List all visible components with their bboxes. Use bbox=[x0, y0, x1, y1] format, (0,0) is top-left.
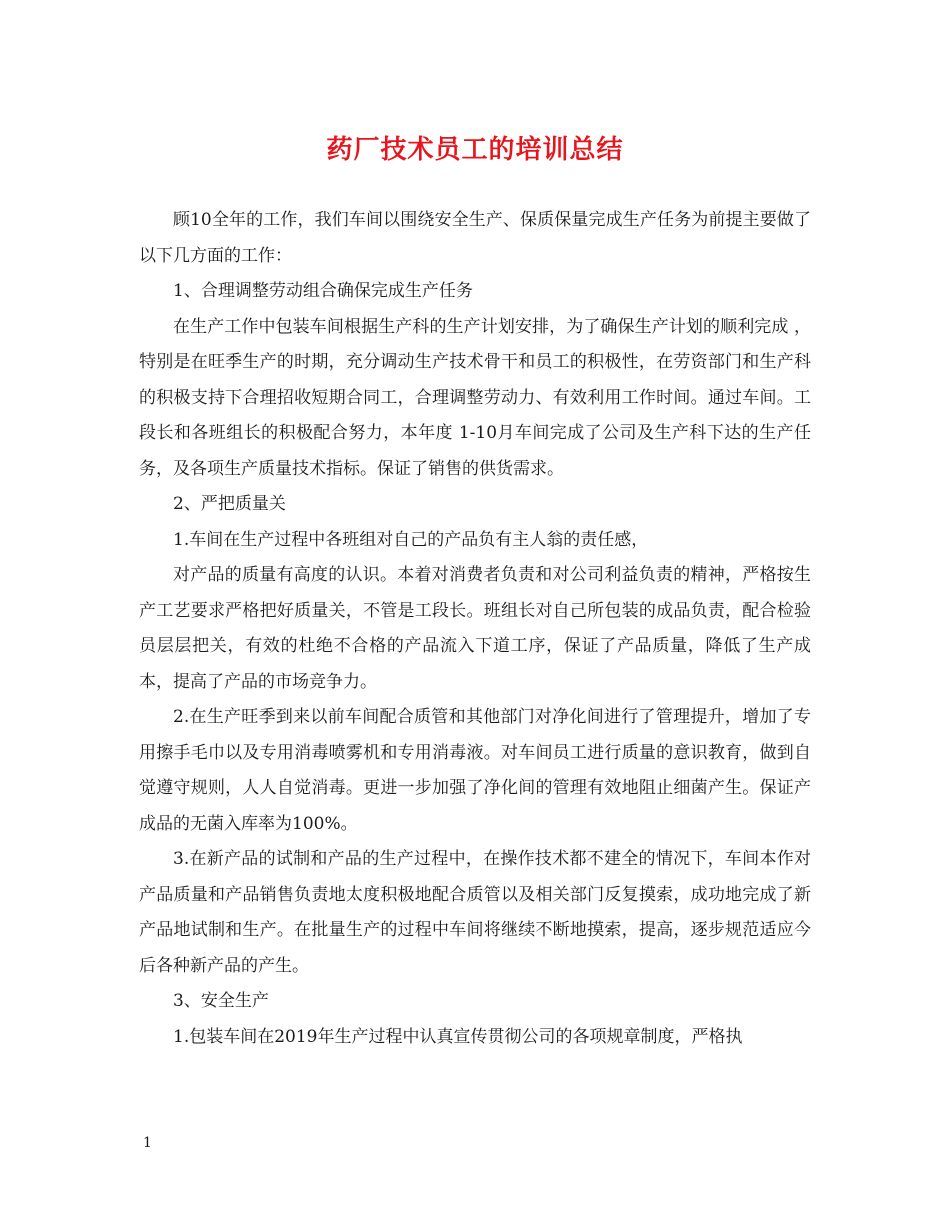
page-number: 1 bbox=[143, 1135, 152, 1151]
paragraph-labor: 在生产工作中包装车间根据生产科的生产计划安排，为了确保生产计划的顺利完成 ，特别是在旺季生产的时期，充分调动生产技术骨干和员工的积极性，在劳资部门和生产科的积极支持下合理招收短期合同工，合理调整劳动力、有效利用工作时间。通过车间。工段长和各班组长的积极配合努力，本年度 1-10月车间完成了公司及生产科下达的生产任务，及各项生产质量技术指标。保证了销售的供货需求。 bbox=[139, 316, 811, 479]
paragraph-quality-2: 2.在生产旺季到来以前车间配合质管和其他部门对净化间进行了管理提升，增加了专用擦手毛巾以及专用消毒喷雾机和专用消毒液。对车间员工进行质量的意识教育，做到自觉遵守规则，人人自觉消毒。更进一步加强了净化间的管理有效地阻止细菌产生。保证产成品的无菌入库率为100%。 bbox=[139, 707, 811, 834]
section-heading-labor: 1、合理调整劳动组合确保完成生产任务 bbox=[173, 281, 473, 301]
paragraph-safety-1: 1.包装车间在2019年生产过程中认真宣传贯彻公司的各项规章制度，严格执 bbox=[173, 1026, 743, 1047]
document-body bbox=[139, 203, 811, 1055]
paragraph-quality-1: 对产品的质量有高度的认识。本着对消费者负责和对公司利益负责的精神，严格按生产工艺要求严格把好质量关，不管是工段长。班组长对自己所包装的成品负责，配合检验员层层把关，有效的杜绝不合格的产品流入下道工序，保证了产品质量，降低了生产成本，提高了产品的市场竞争力。 bbox=[139, 565, 811, 692]
section-heading-quality: 2、严把质量关 bbox=[173, 494, 286, 514]
paragraph-quality-1-lead: 1.车间在生产过程中各班组对自己的产品负有主人翁的责任感， bbox=[173, 529, 649, 550]
section-heading-safety: 3、安全生产 bbox=[173, 991, 269, 1011]
document-title: 药厂技术员工的培训总结 bbox=[326, 135, 624, 165]
paragraph-intro: 顾10全年的工作，我们车间以围绕安全生产、保质保量完成生产任务为前提主要做了以下几方面的工作： bbox=[139, 210, 811, 266]
paragraph-quality-3: 3.在新产品的试制和产品的生产过程中，在操作技术都不建全的情况下，车间本作对产品质量和产品销售负责地太度积极地配合质管以及相关部门反复摸索，成功地完成了新产品地试制和生产。在批量生产的过程中车间将继续不断地摸索，提高，逐步规范适应今后各种新产品的产生。 bbox=[139, 849, 811, 976]
